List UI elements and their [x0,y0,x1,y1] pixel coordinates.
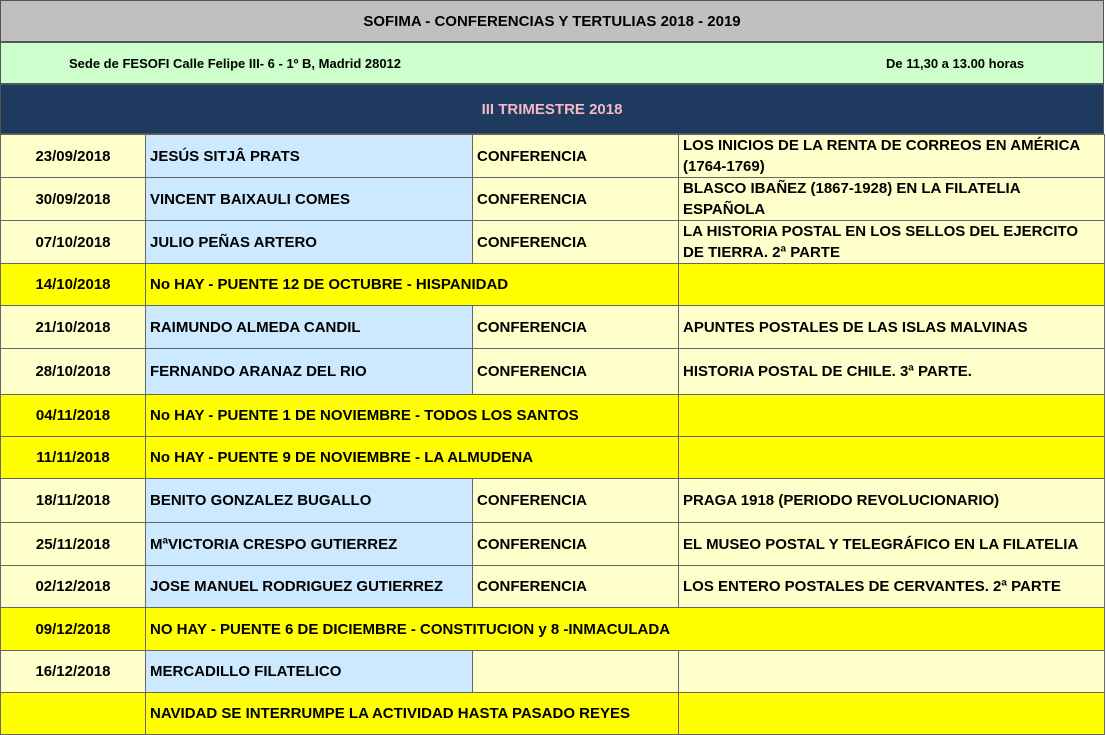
notice-cell: No HAY - PUENTE 1 DE NOVIEMBRE - TODOS LOS SANTOS [146,395,679,437]
topic-cell [679,651,1105,693]
type-cell: CONFERENCIA [473,135,679,178]
date-cell: 21/10/2018 [1,306,146,349]
type-cell: CONFERENCIA [473,221,679,264]
speaker-cell: JULIO PEÑAS ARTERO [146,221,473,264]
topic-cell: LOS ENTERO POSTALES DE CERVANTES. 2ª PARTE [679,566,1105,608]
speaker-cell: RAIMUNDO ALMEDA CANDIL [146,306,473,349]
date-cell: 09/12/2018 [1,608,146,651]
type-cell: CONFERENCIA [473,479,679,523]
type-cell: CONFERENCIA [473,523,679,566]
table-row [1,349,1105,395]
table-row [1,135,1105,178]
date-cell [1,693,146,735]
schedule-table [0,134,1105,735]
table-row [1,566,1105,608]
table-row [1,395,1105,437]
speaker-cell: MERCADILLO FILATELICO [146,651,473,693]
table-row [1,178,1105,221]
speaker-cell: JOSE MANUEL RODRIGUEZ GUTIERREZ [146,566,473,608]
topic-cell: HISTORIA POSTAL DE CHILE. 3ª PARTE. [679,349,1105,395]
date-cell: 11/11/2018 [1,437,146,479]
type-cell: CONFERENCIA [473,566,679,608]
date-cell: 28/10/2018 [1,349,146,395]
date-cell: 14/10/2018 [1,264,146,306]
table-row [1,693,1105,735]
notice-cell: No HAY - PUENTE 9 DE NOVIEMBRE - LA ALMUDENA [146,437,679,479]
type-cell: CONFERENCIA [473,349,679,395]
type-cell: CONFERENCIA [473,306,679,349]
speaker-cell: MªVICTORIA CRESPO GUTIERREZ [146,523,473,566]
table-row [1,306,1105,349]
speaker-cell: VINCENT BAIXAULI COMES [146,178,473,221]
table-row [1,651,1105,693]
notice-cell: NAVIDAD SE INTERRUMPE LA ACTIVIDAD HASTA PASADO REYES [146,693,679,735]
page-title: SOFIMA - CONFERENCIAS Y TERTULIAS 2018 - 2019 [0,0,1104,42]
table-row [1,479,1105,523]
venue-address: Sede de FESOFI Calle Felipe III- 6 - 1º B, Madrid 28012 [69,55,402,71]
topic-cell [679,395,1105,437]
speaker-cell: BENITO GONZALEZ BUGALLO [146,479,473,523]
notice-cell: No HAY - PUENTE 12 DE OCTUBRE - HISPANIDAD [146,264,679,306]
venue-row [0,42,1104,84]
date-cell: 18/11/2018 [1,479,146,523]
topic-cell: BLASCO IBAÑEZ (1867-1928) EN LA FILATELIA ESPAÑOLA [679,178,1105,221]
table-row [1,264,1105,306]
date-cell: 25/11/2018 [1,523,146,566]
date-cell: 07/10/2018 [1,221,146,264]
speaker-cell: FERNANDO ARANAZ DEL RIO [146,349,473,395]
schedule-hours: De 11,30 a 13.00 horas [886,55,1025,71]
topic-cell [679,693,1105,735]
date-cell: 16/12/2018 [1,651,146,693]
date-cell: 02/12/2018 [1,566,146,608]
speaker-cell: JESÚS SITJÂ PRATS [146,135,473,178]
topic-cell [679,437,1105,479]
topic-cell: LOS INICIOS DE LA RENTA DE CORREOS EN AMÉRICA (1764-1769) [679,135,1105,178]
table-row [1,523,1105,566]
quarter-heading: III TRIMESTRE 2018 [0,84,1104,134]
table-row [1,221,1105,264]
date-cell: 30/09/2018 [1,178,146,221]
table-row [1,437,1105,479]
type-cell: CONFERENCIA [473,178,679,221]
table-row [1,608,1105,651]
topic-cell: APUNTES POSTALES DE LAS ISLAS MALVINAS [679,306,1105,349]
topic-cell: EL MUSEO POSTAL Y TELEGRÁFICO EN LA FILATELIA [679,523,1105,566]
topic-cell [679,264,1105,306]
type-cell [473,651,679,693]
date-cell: 04/11/2018 [1,395,146,437]
topic-cell: PRAGA 1918 (PERIODO REVOLUCIONARIO) [679,479,1105,523]
notice-cell: NO HAY - PUENTE 6 DE DICIEMBRE - CONSTITUCION y 8 -INMACULADA [146,608,1105,651]
date-cell: 23/09/2018 [1,135,146,178]
topic-cell: LA HISTORIA POSTAL EN LOS SELLOS DEL EJERCITO DE TIERRA. 2ª PARTE [679,221,1105,264]
